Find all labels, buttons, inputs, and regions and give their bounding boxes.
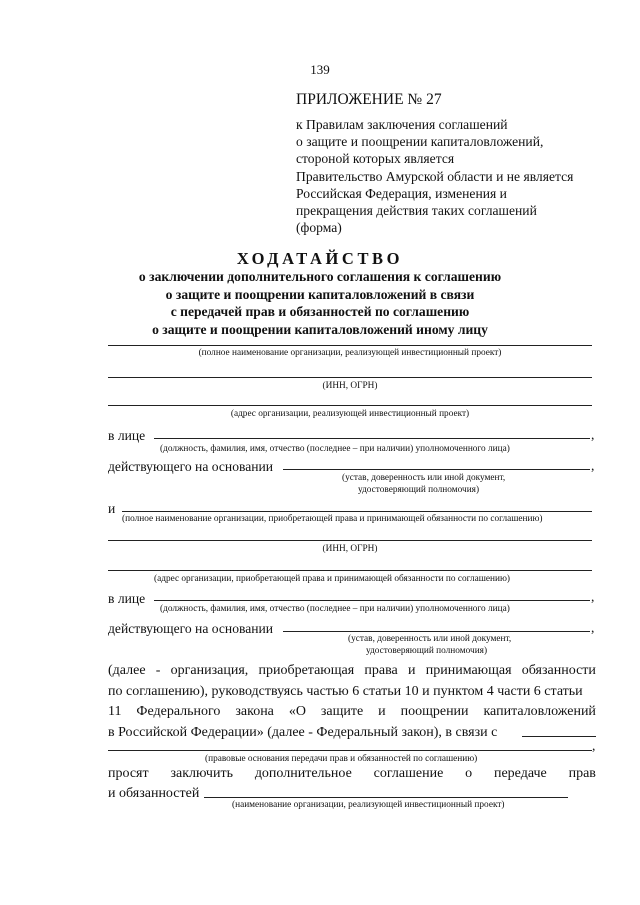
- comma: ,: [591, 620, 595, 635]
- acquirer-address-field[interactable]: [108, 570, 592, 571]
- appendix-line: к Правилам заключения соглашений: [296, 117, 508, 132]
- inn-ogrn-field[interactable]: [108, 377, 592, 378]
- word: принимающая: [425, 663, 512, 678]
- appendix-line: о защите и поощрении капиталовложений,: [296, 134, 544, 150]
- word: о: [465, 766, 473, 781]
- acquirer-representative-field[interactable]: [154, 600, 590, 601]
- acquirer-basis-field[interactable]: [283, 631, 590, 632]
- word: права: [364, 663, 398, 678]
- representative-field[interactable]: [154, 438, 590, 439]
- document-subtitle: [0, 268, 640, 338]
- paragraph-line-1: [108, 661, 596, 682]
- word: дополнительное: [254, 766, 352, 781]
- word: (далее: [108, 663, 146, 678]
- appendix-line: (форма): [296, 220, 342, 236]
- label-and: и: [108, 501, 116, 516]
- basis-caption-2: удостоверяющий полномочия): [358, 485, 480, 495]
- document-title: ХОДАТАЙСТВО: [236, 249, 404, 268]
- subtitle-line: о защите и поощрении капиталовложений иному лицу: [152, 321, 488, 337]
- acquirer-name-caption: (полное наименование организации, приобретающей права и принимающей обязанности по соглашению): [122, 514, 543, 524]
- comma: ,: [591, 427, 595, 442]
- appendix-line: прекращения действия таких соглашений: [296, 203, 537, 219]
- in-connection-field[interactable]: [522, 736, 596, 737]
- word: капиталовложений: [483, 704, 596, 719]
- page-number: 139: [310, 62, 330, 77]
- word: 11: [108, 704, 122, 719]
- basis-caption-1: (устав, доверенность или иной документ,: [342, 473, 506, 483]
- project-org-caption: (наименование организации, реализующей инвестиционный проект): [232, 800, 505, 810]
- subtitle-line: с передачей прав и обязанностей по соглашению: [170, 304, 470, 319]
- org-name-caption: (полное наименование организации, реализующей инвестиционный проект): [198, 348, 502, 358]
- acquirer-basis-caption-1: (устав, доверенность или иной документ,: [348, 634, 512, 644]
- org-name-field[interactable]: [108, 345, 592, 346]
- word: поощрении: [400, 704, 469, 719]
- label-in-person-2: в лице: [108, 591, 146, 606]
- acquirer-inn-ogrn-field[interactable]: [108, 540, 592, 541]
- project-org-field[interactable]: [204, 797, 568, 798]
- org-address-caption: (адрес организации, реализующей инвестиционный проект): [230, 409, 470, 419]
- acquirer-representative-caption: (должность, фамилия, имя, отчество (последнее – при наличии) уполномоченного лица): [160, 604, 510, 614]
- legal-grounds-caption: (правовые основания передачи прав и обязанностей по соглашению): [205, 754, 478, 764]
- label-in-person: в лице: [108, 428, 146, 443]
- word: «О: [288, 704, 306, 719]
- word: и: [378, 704, 386, 719]
- word: прав: [568, 766, 596, 781]
- word: заключить: [170, 766, 233, 781]
- acquirer-inn-ogrn-caption: (ИНН, ОГРН): [322, 544, 378, 554]
- acquirer-basis-caption-2: удостоверяющий полномочия): [366, 646, 488, 656]
- word: организация,: [170, 663, 249, 678]
- appendix-line: стороной которых является: [296, 151, 455, 167]
- label-acting-basis-2: действующего на основании: [108, 621, 274, 636]
- paragraph-line-4: в Российской Федерации» (далее - Федеральный закон), в связи с: [108, 724, 498, 740]
- word: закона: [235, 704, 274, 719]
- inn-ogrn-caption: (ИНН, ОГРН): [322, 381, 378, 391]
- word: Федерального: [136, 704, 221, 719]
- label-and-obligations: и обязанностей: [108, 786, 200, 801]
- basis-field[interactable]: [283, 469, 590, 470]
- subtitle-line: о защите и поощрении капиталовложений в связи: [165, 286, 475, 302]
- word: просят: [108, 766, 149, 781]
- word: обязанности: [521, 663, 596, 678]
- comma: ,: [591, 458, 595, 473]
- comma: ,: [592, 738, 596, 753]
- word: защите: [320, 704, 364, 719]
- word: и: [408, 663, 416, 678]
- paragraph-line-5: [108, 766, 596, 782]
- word: приобретающая: [258, 663, 355, 678]
- word: соглашение: [373, 766, 444, 781]
- paragraph-line-3: [108, 702, 596, 723]
- label-acting-basis: действующего на основании: [108, 459, 274, 474]
- subtitle-line: о заключении дополнительного соглашения к соглашению: [138, 269, 502, 284]
- appendix-line: Правительство Амурской области и не является: [296, 168, 574, 184]
- word: -: [155, 663, 161, 678]
- acquirer-address-caption: (адрес организации, приобретающей права и принимающей обязанности по соглашению): [154, 574, 510, 584]
- body-paragraph: [108, 661, 596, 743]
- word: передаче: [493, 766, 547, 781]
- paragraph-line-2: по соглашению), руководствуясь частью 6 статьи 10 и пунктом 4 части 6 статьи: [108, 683, 583, 699]
- appendix-description: [296, 116, 596, 236]
- org-address-field[interactable]: [108, 405, 592, 406]
- legal-grounds-field[interactable]: [108, 750, 592, 751]
- appendix-title: ПРИЛОЖЕНИЕ № 27: [296, 91, 442, 108]
- appendix-line: Российская Федерация, изменения и: [296, 185, 507, 201]
- comma: ,: [591, 589, 595, 604]
- representative-caption: (должность, фамилия, имя, отчество (последнее – при наличии) уполномоченного лица): [160, 444, 510, 454]
- acquirer-name-field[interactable]: [122, 511, 592, 512]
